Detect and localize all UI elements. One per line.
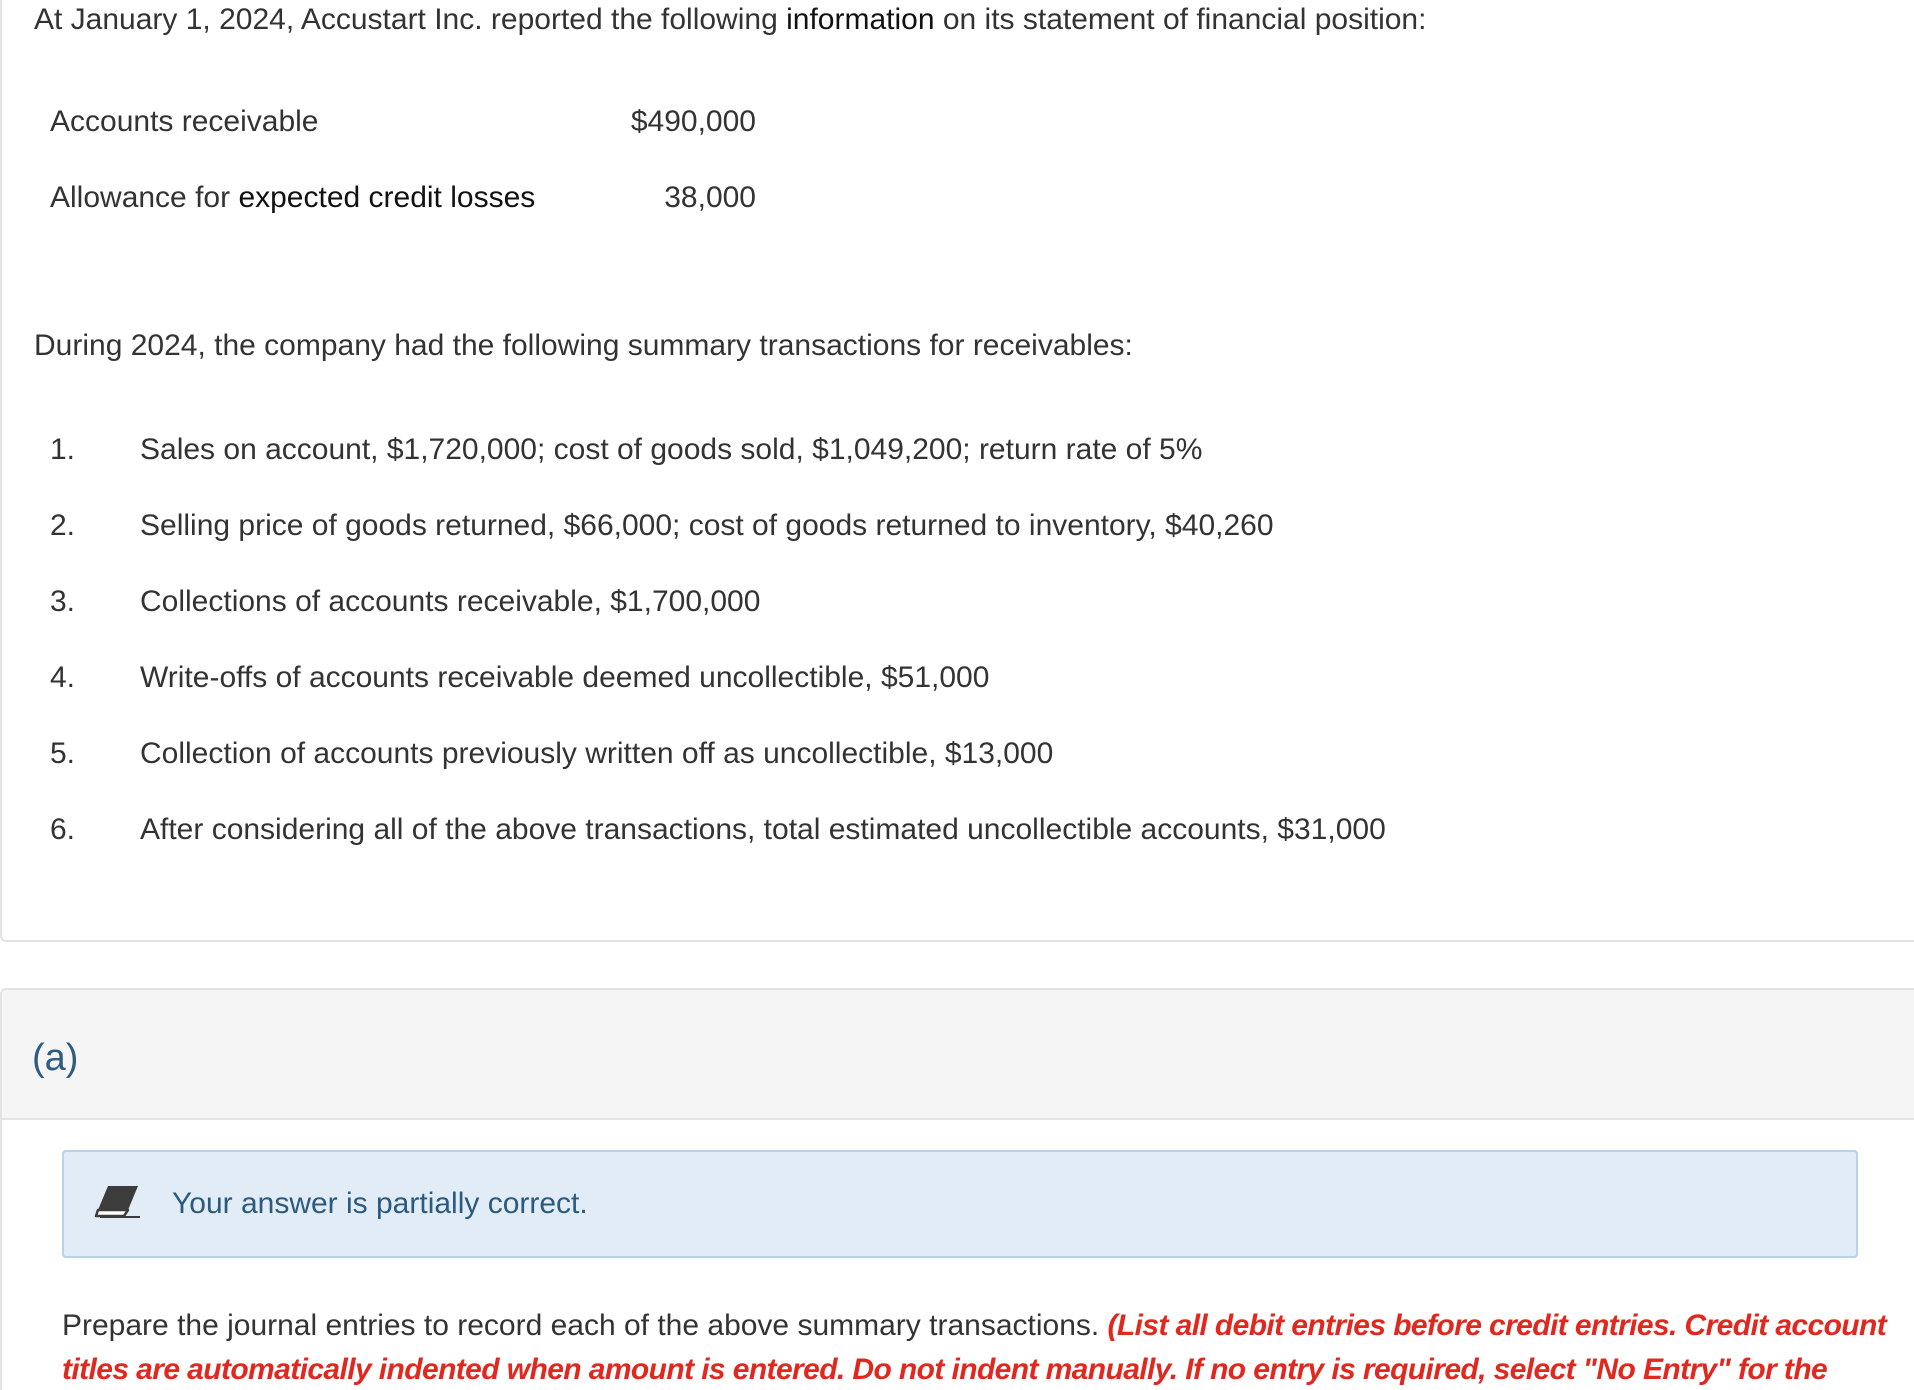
balance-label-highlight: expected credit losses <box>238 181 536 214</box>
instructions <box>62 1304 1892 1390</box>
part-a-label: (a) <box>32 1037 79 1079</box>
feedback-banner <box>62 1150 1858 1258</box>
balance-amount-allowance: 38,000 <box>664 181 756 214</box>
balance-label-accounts-receivable <box>50 104 318 140</box>
transaction-text: After considering all of the above transactions, total estimated uncollectible accounts, $31,000 <box>140 813 1386 846</box>
feedback-text: Your answer is partially correct. <box>172 1187 588 1220</box>
transactions-intro: During 2024, the company had the following summary transactions for receivables: <box>34 329 1133 362</box>
intro-text-start: At January 1, 2024, Accustart Inc. reported the following <box>34 3 787 36</box>
transaction-number: 2. <box>50 509 76 542</box>
balance-label-text: Allowance for <box>50 181 239 214</box>
balance-label-text: Accounts receivable <box>50 105 319 138</box>
transaction-text: Write-offs of accounts receivable deemed uncollectible, $51,000 <box>140 661 990 694</box>
eraser-icon <box>94 1182 144 1218</box>
transaction-number: 3. <box>50 585 76 618</box>
transaction-text: Selling price of goods returned, $66,000; cost of goods returned to inventory, $40,260 <box>140 509 1274 542</box>
balance-label-allowance <box>50 180 535 216</box>
intro-text-end: on its statement of financial position: <box>934 3 1427 36</box>
transaction-number: 1. <box>50 433 76 466</box>
transaction-text: Collection of accounts previously written off as uncollectible, $13,000 <box>140 737 1054 770</box>
instructions-emphasis: (List all debit entries before credit entries. Credit account titles are automatically indented when amount is entered. Do not indent manually. If no entry is required, select "No Entry" for the <box>62 1309 1887 1386</box>
question-intro <box>34 2 1426 38</box>
transaction-text: Collections of accounts receivable, $1,700,000 <box>140 585 761 618</box>
intro-text-highlight: information <box>786 3 935 36</box>
instructions-plain: Prepare the journal entries to record each of the above summary transactions. <box>62 1309 1108 1342</box>
balance-amount-accounts-receivable: $490,000 <box>630 105 756 138</box>
transaction-number: 5. <box>50 737 76 770</box>
part-a-header <box>0 988 1914 1120</box>
transaction-number: 6. <box>50 813 76 846</box>
transaction-number: 4. <box>50 661 76 694</box>
transaction-text: Sales on account, $1,720,000; cost of goods sold, $1,049,200; return rate of 5% <box>140 433 1203 466</box>
